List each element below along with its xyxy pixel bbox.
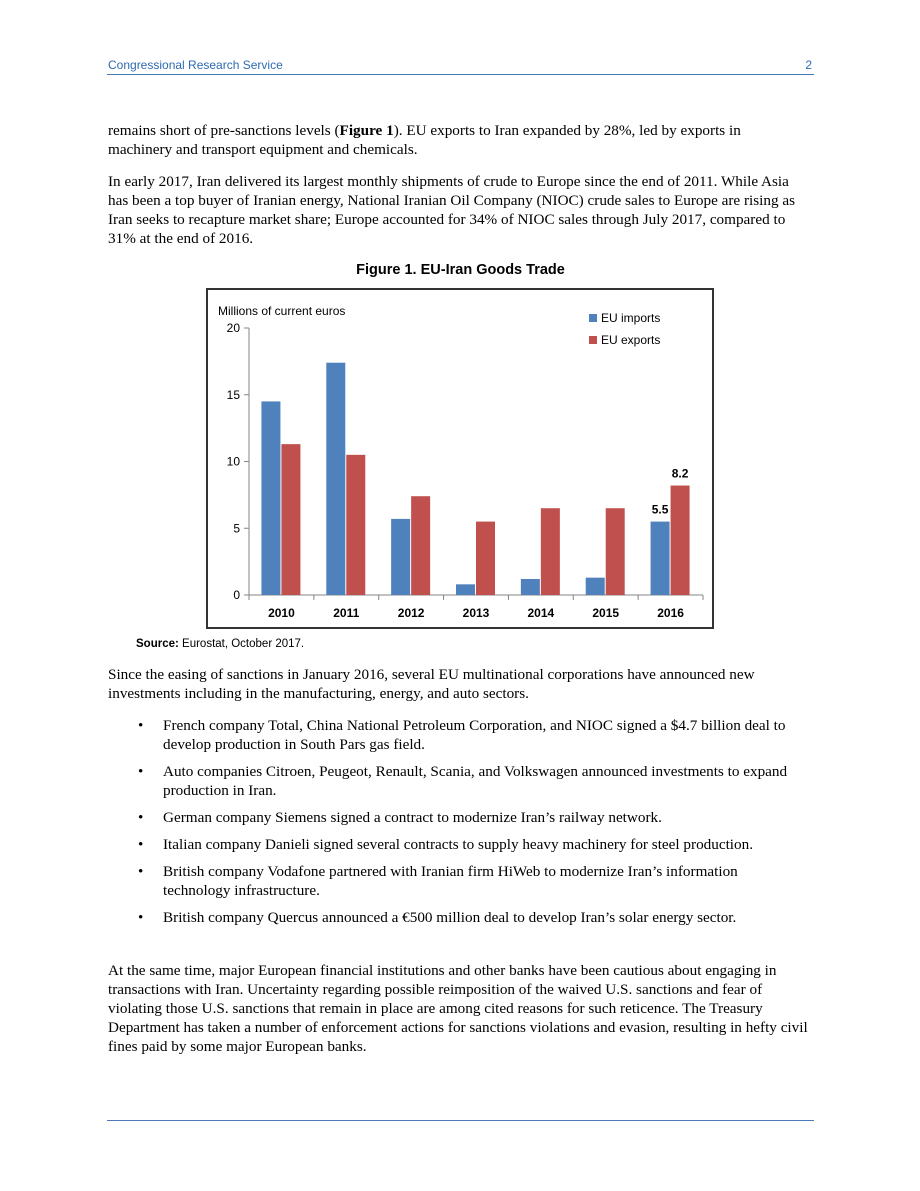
bar-eu-exports-2016 [671,486,690,595]
list-item-text: British company Quercus announced a €500 million deal to develop Iran’s solar energy sector. [163,909,737,926]
investment-list [108,716,808,935]
list-item [108,808,808,827]
bar-eu-exports-2013 [476,522,495,595]
bar-eu-exports-2014 [541,508,560,595]
y-tick-label: 0 [233,588,240,602]
x-tick-label: 2014 [527,606,555,620]
figure-source [136,638,304,650]
bar-eu-exports-2015 [606,508,625,595]
paragraph-intro-2: In early 2017, Iran delivered its largest monthly shipments of crude to Europe since the end of 2011. While Asia has been a top buyer of Iranian energy, National Iranian Oil Company (NIOC) crude sales to Europe are rising as Iran seeks to recapture market share; Europe accounted for 34% of NIOC sales through July 2017, compared to 31% at the end of 2016. [108,173,796,247]
x-tick-label: 2016 [657,606,684,620]
data-label: 5.5 [651,502,669,517]
bar-eu-imports-2016 [651,522,670,595]
list-item-text: British company Vodafone partnered with Iranian firm HiWeb to modernize Iran’s information technology infrastructure. [163,863,738,899]
y-axis-label: Millions of current euros [218,304,346,318]
figure-title: Figure 1. EU-Iran Goods Trade [356,262,565,278]
y-tick-label: 10 [226,454,240,469]
y-tick-label: 20 [226,321,240,335]
figure-reference: Figure 1 [339,122,394,139]
paragraph-investments: Since the easing of sanctions in January 2016, several EU multinational corporations have announced new investments including in the manufacturing, energy, and auto sectors. [108,666,755,702]
legend-label: EU exports [601,333,661,347]
bar-eu-exports-2011 [346,455,365,595]
x-tick-label: 2015 [592,606,620,620]
list-item-text: French company Total, China National Petroleum Corporation, and NIOC signed a $4.7 billion deal to develop production in South Pars gas field. [163,717,786,753]
bullet-icon: • [138,863,144,880]
bar-chart [206,288,714,629]
x-tick-label: 2012 [397,606,425,620]
list-item [108,716,808,754]
intro-text-post: ). EU exports to Iran expanded by 28%, led by exports in machinery and transport equipment and chemicals. [108,122,741,158]
bar-eu-imports-2014 [521,579,540,595]
bar-eu-exports-2012 [411,496,430,595]
intro-text-pre: remains short of pre-sanctions levels ( [108,122,340,139]
bar-eu-imports-2013 [456,584,475,595]
source-text: Eurostat, October 2017. [178,638,305,650]
bar-eu-imports-2010 [261,401,280,595]
paragraph-intro-1 [108,121,808,159]
data-label: 8.2 [671,466,689,481]
list-item [108,835,808,854]
page-number: 2 [805,58,812,72]
page-header [107,58,814,75]
list-item [108,908,808,927]
legend-swatch [589,314,597,322]
paragraph-banks: At the same time, major European financial institutions and other banks have been cautious about engaging in transactions with Iran. Uncertainty regarding possible reimposition of the waived U.S. sanctions and fear of violating those U.S. sanctions that remain in place are among cited reasons for such reticence. The Treasury Department has taken a number of enforcement actions for sanctions violations and evasion, resulting in hefty civil fines paid by some major European banks. [108,962,808,1055]
x-tick-label: 2013 [462,606,490,620]
bullet-icon: • [138,909,144,926]
bullet-icon: • [138,717,144,734]
bullet-icon: • [138,809,144,826]
x-tick-label: 2010 [268,606,295,620]
legend-swatch [589,336,597,344]
bar-eu-imports-2015 [586,578,605,595]
x-tick-label: 2011 [333,606,360,620]
y-tick-label: 5 [233,521,240,536]
y-tick-label: 15 [226,387,240,402]
list-item [108,862,808,900]
source-label: Source: [136,638,179,650]
legend-label: EU imports [601,311,661,325]
bar-eu-exports-2010 [281,444,300,595]
header-publisher: Congressional Research Service [108,58,283,72]
list-item-text: Italian company Danieli signed several contracts to supply heavy machinery for steel production. [163,836,754,853]
footer-divider [107,1120,814,1121]
bullet-icon: • [138,763,144,780]
list-item-text: Auto companies Citroen, Peugeot, Renault, Scania, and Volkswagen announced investments to expand production in Iran. [163,763,788,799]
bullet-icon: • [138,836,144,853]
bar-eu-imports-2011 [326,363,345,595]
list-item [108,762,808,800]
list-item-text: German company Siemens signed a contract to modernize Iran’s railway network. [163,809,662,826]
bar-eu-imports-2012 [391,519,410,595]
